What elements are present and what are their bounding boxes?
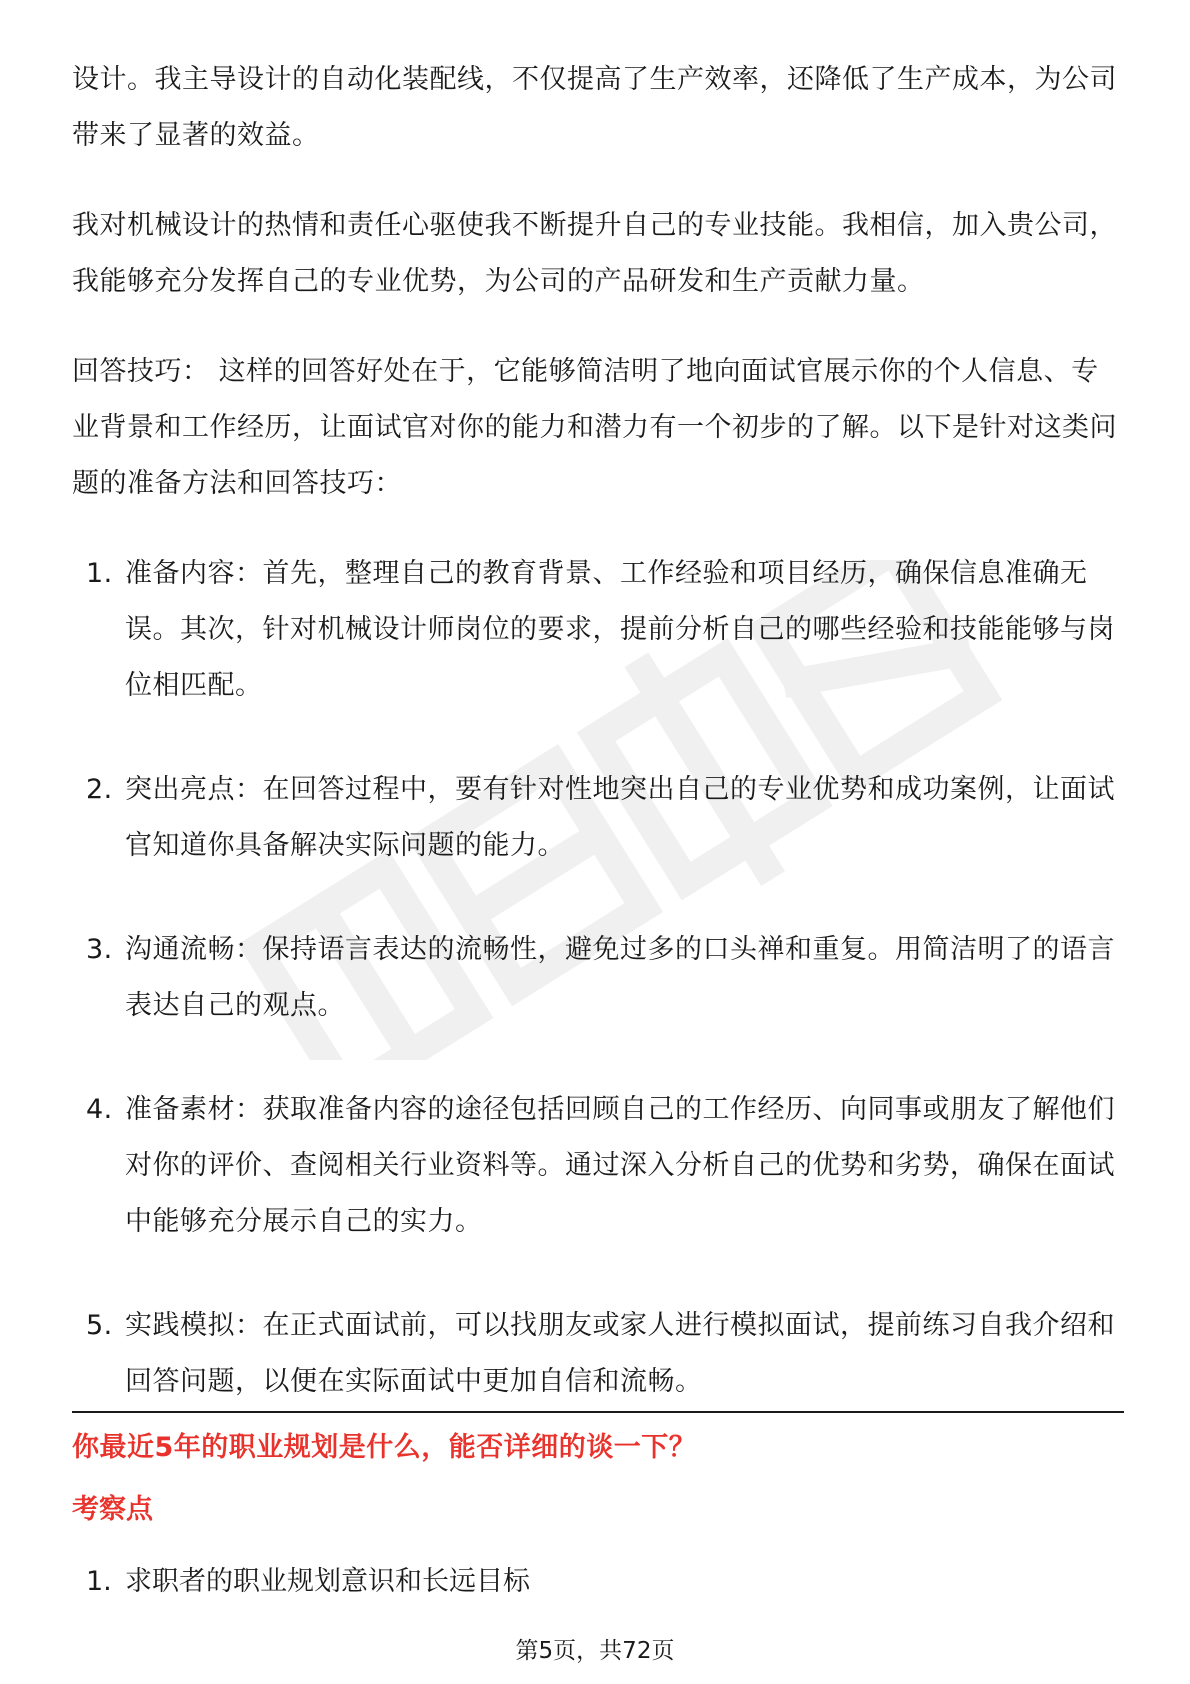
list-item [72, 922, 1124, 1034]
list-number: 2. [86, 774, 113, 805]
question-title: 你最近5年的职业规划是什么，能否详细的谈一下？ [72, 1432, 697, 1463]
page-number: 第5页，共72页 [515, 1638, 675, 1664]
list-item-text: 突出亮点：在回答过程中，要有针对性地突出自己的专业优势和成功案例，让面试官知道你具备解决实际问题的能力。 [125, 774, 1115, 861]
list-number: 5. [86, 1310, 113, 1341]
list-item-text: 准备素材：获取准备内容的途径包括回顾自己的工作经历、向同事或朋友了解他们对你的评价、查阅相关行业资料等。通过深入分析自己的优势和劣势，确保在面试中能够充分展示自己的实力。 [125, 1094, 1115, 1237]
paragraph-answer-tips: 回答技巧： 这样的回答好处在于，它能够简洁明了地向面试官展示你的个人信息、专业背景和工作经历，让面试官对你的能力和潜力有一个初步的了解。以下是针对这类问题的准备方法和回答技巧： [72, 356, 1117, 499]
list-item [72, 762, 1124, 874]
list-item [72, 1560, 1124, 1604]
list-number: 3. [86, 934, 113, 965]
list-item-text: 沟通流畅：保持语言表达的流畅性，避免过多的口头禅和重复。用简洁明了的语言表达自己的观点。 [125, 934, 1115, 1021]
list-item-text: 准备内容：首先，整理自己的教育背景、工作经验和项目经历，确保信息准确无误。其次，针对机械设计师岗位的要求，提前分析自己的哪些经验和技能能够与岗位相匹配。 [125, 558, 1115, 701]
assessment-heading: 考察点 [72, 1494, 153, 1525]
document-body [72, 52, 1124, 1458]
list-number: 4. [86, 1094, 113, 1125]
section-divider [72, 1411, 1124, 1413]
assessment-points-list [72, 1560, 1124, 1604]
list-item [72, 1298, 1124, 1410]
tips-list [72, 546, 1124, 1410]
list-item [72, 546, 1124, 714]
paragraph-motivation: 我对机械设计的热情和责任心驱使我不断提升自己的专业技能。我相信，加入贵公司，我能够充分发挥自己的专业优势，为公司的产品研发和生产贡献力量。 [72, 210, 1117, 297]
paragraph-experience-end: 设计。我主导设计的自动化装配线，不仅提高了生产效率，还降低了生产成本，为公司带来了显著的效益。 [72, 64, 1117, 151]
list-number: 1. [86, 1566, 112, 1597]
list-number: 1. [86, 558, 113, 589]
list-item-text: 实践模拟：在正式面试前，可以找朋友或家人进行模拟面试，提前练习自我介绍和回答问题，以便在实际面试中更加自信和流畅。 [125, 1310, 1115, 1397]
list-item [72, 1082, 1124, 1250]
list-item-text: 求职者的职业规划意识和长远目标 [125, 1566, 530, 1597]
